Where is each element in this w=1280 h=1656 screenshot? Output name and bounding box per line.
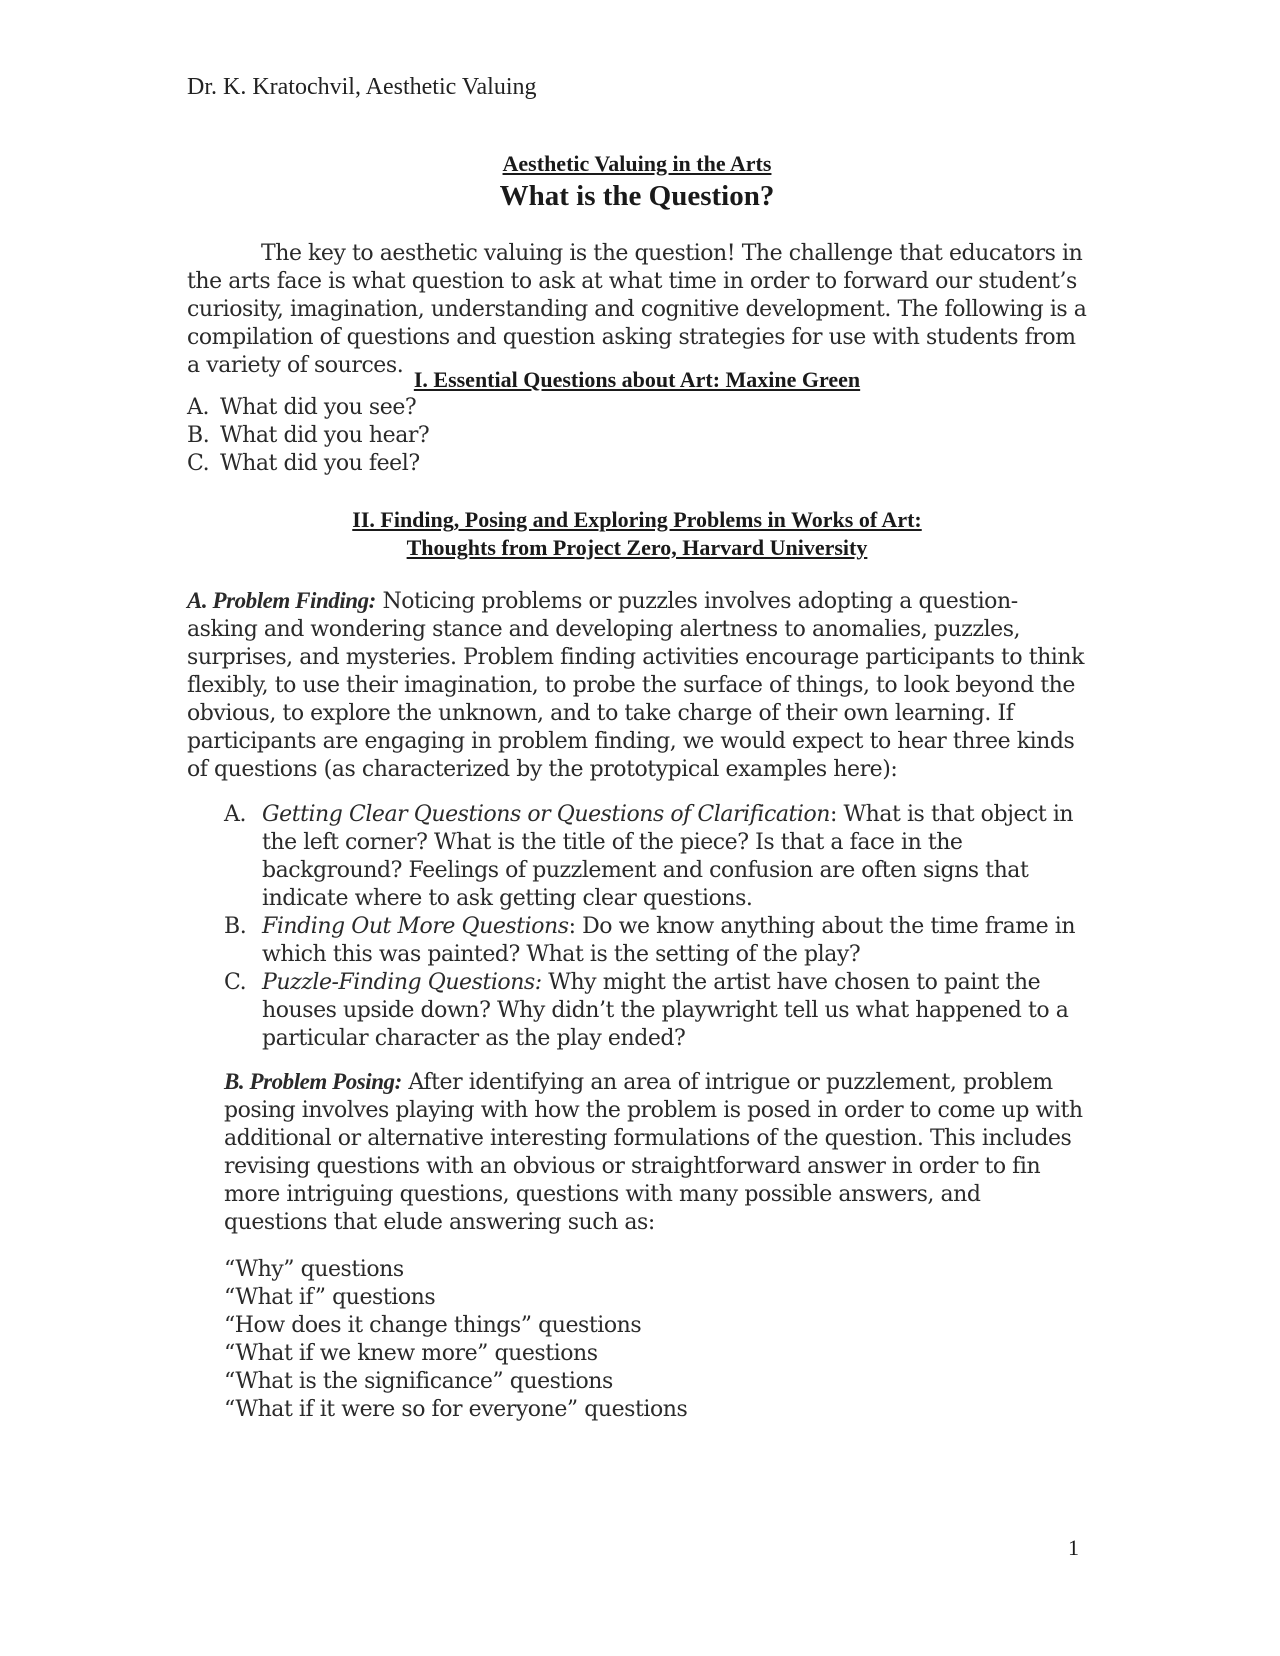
running-header: Dr. K. Kratochvil, Aesthetic Valuing xyxy=(187,74,537,100)
list-item xyxy=(224,969,1086,1053)
list-item-text: What did you hear? xyxy=(220,423,430,448)
list-marker: B. xyxy=(224,914,247,939)
list-marker: B. xyxy=(187,423,210,448)
document-title: Aesthetic Valuing in the Arts xyxy=(502,151,772,176)
list-item: “How does it change things” questions xyxy=(224,1313,642,1338)
question-type-name: Puzzle-Finding Questions: xyxy=(262,970,542,995)
section-heading-line: II. Finding, Posing and Exploring Problems in Works of Art: xyxy=(352,507,922,532)
title-block xyxy=(187,150,1087,214)
list-item xyxy=(187,422,1087,450)
list-item: “Why” questions xyxy=(224,1257,404,1282)
intro-paragraph: The key to aesthetic valuing is the question! The challenge that educators in the arts face is what question to ask at what time in order to forward our student’s curiosity, imagination, understanding and cognitive development. The following is a compilation of questions and question asking strategies for use with students from a variety of sources. xyxy=(187,241,1087,378)
list-item-text: What did you feel? xyxy=(220,451,420,476)
section-heading-problems xyxy=(187,506,1087,562)
question-type-examples: : Do we know anything about the time frame in which this was painted? What is the setting of the play? xyxy=(262,914,1076,967)
question-type-name: Finding Out More Questions xyxy=(262,914,569,939)
problem-finding-text: Noticing problems or puzzles involves adopting a question-asking and wondering stance and developing alertness to anomalies, puzzles, surprises, and mysteries. Problem finding activities encourage participants to think flexibly, to use their imagination, to probe the surface of things, to look beyond the obvious, to explore the unknown, and to take charge of their own learning. If participants are engaging in problem finding, we would expect to hear three kinds of questions (as characterized by the prototypical examples here): xyxy=(187,589,1084,782)
list-item xyxy=(224,801,1086,913)
list-item-text xyxy=(262,969,1086,1053)
list-item-text xyxy=(262,913,1086,969)
list-marker: A. xyxy=(224,802,246,827)
section-heading-line: Thoughts from Project Zero, Harvard University xyxy=(406,535,868,560)
list-item: “What if it were so for everyone” questions xyxy=(224,1397,688,1422)
question-type-examples: Why might the artist have chosen to paint the houses upside down? Why didn’t the playwright tell us what happened to a particular character as the play ended? xyxy=(262,970,1069,1051)
question-type-examples: : What is that object in the left corner? What is the title of the piece? Is that a face in the background? Feelings of puzzlement and confusion are often signs that indicate where to ask getting clear questions. xyxy=(262,802,1074,911)
list-item xyxy=(224,913,1086,969)
list-item: “What if we knew more” questions xyxy=(224,1341,598,1366)
list-item-text xyxy=(262,801,1086,913)
question-type-name: Getting Clear Questions or Questions of Clarification xyxy=(262,802,830,827)
section-heading-essential-questions: I. Essential Questions about Art: Maxine Green xyxy=(413,367,861,392)
list-item xyxy=(187,450,1087,478)
problem-finding-question-types xyxy=(224,801,1086,1053)
list-item-text: What did you see? xyxy=(220,395,417,420)
problem-posing-paragraph xyxy=(224,1068,1086,1237)
document-subtitle: What is the Question? xyxy=(499,180,775,212)
list-marker: C. xyxy=(187,451,210,476)
list-item: “What if” questions xyxy=(224,1285,436,1310)
question-types-list xyxy=(224,1256,1084,1424)
essential-questions-list xyxy=(187,394,1087,478)
problem-finding-paragraph xyxy=(187,587,1087,784)
list-marker: A. xyxy=(187,395,209,420)
list-item: “What is the significance” questions xyxy=(224,1369,613,1394)
problem-posing-lead: B. Problem Posing: xyxy=(224,1069,402,1094)
list-item xyxy=(187,394,1087,422)
problem-posing-text: After identifying an area of intrigue or puzzlement, problem posing involves playing with how the problem is posed in order to come up with additional or alternative interesting formulations of the question. This includes revising questions with an obvious or straightforward answer in order to fin more intriguing questions, questions with many possible answers, and questions that elude answering such as: xyxy=(224,1070,1083,1235)
list-marker: C. xyxy=(224,970,247,995)
problem-finding-lead: A. Problem Finding: xyxy=(187,588,376,613)
page-number: 1 xyxy=(1068,1535,1079,1560)
